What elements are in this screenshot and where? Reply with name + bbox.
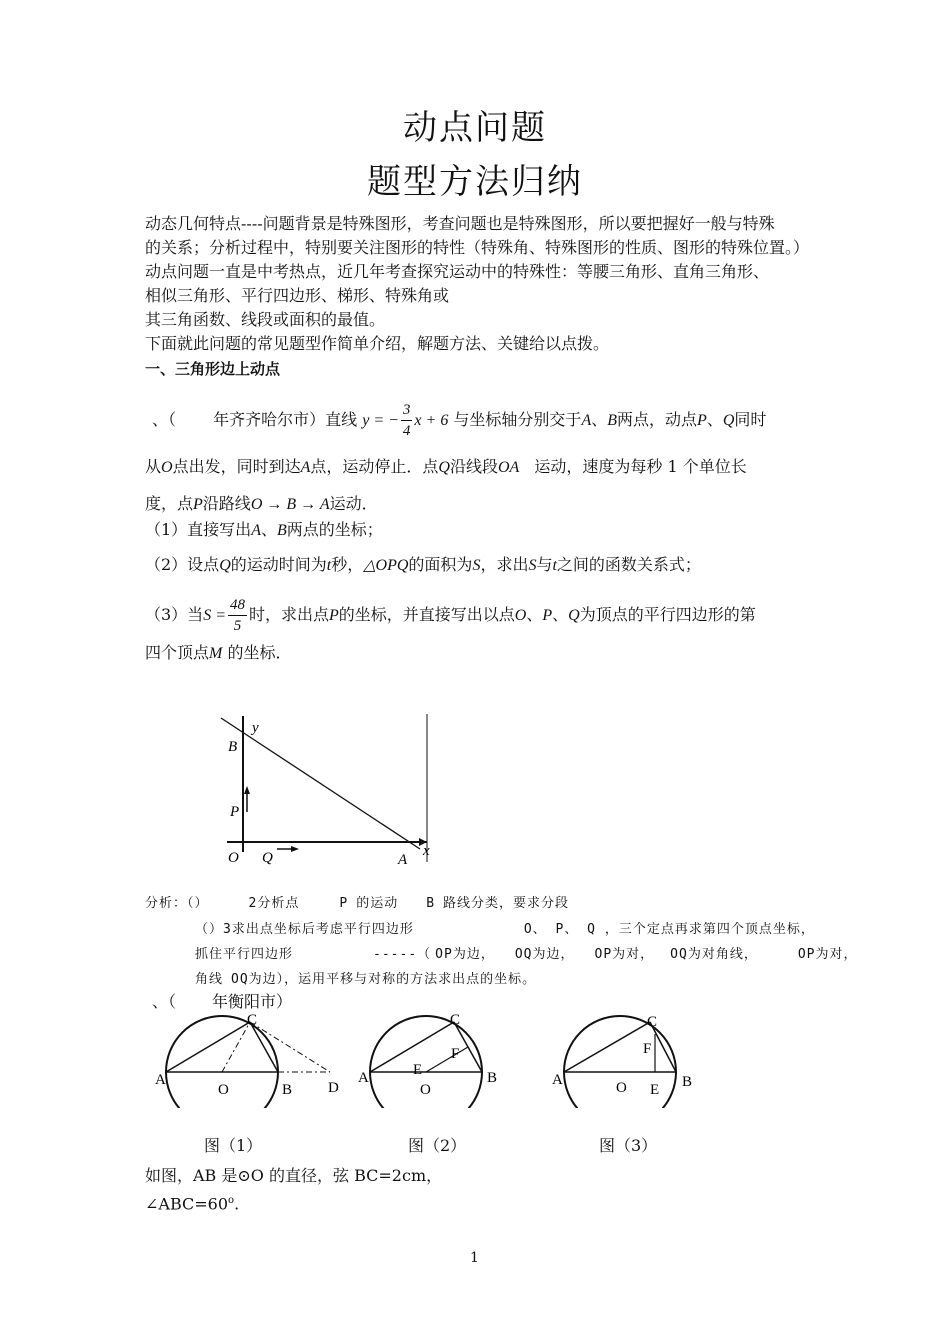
fraction-denominator: 4: [402, 423, 411, 439]
analysis-line-2: [195, 918, 815, 937]
circle-figures: [150, 1008, 860, 1108]
text: （2）设点: [145, 555, 220, 574]
intro-line-1: 动态几何特点----问题背景是特殊图形，考查问题也是特殊图形，所以要把握好一般与特殊: [145, 214, 775, 233]
separator: 、: [260, 520, 277, 539]
text: 为边，: [532, 947, 575, 962]
text: 分析：（）: [145, 896, 209, 911]
text: 运动，速度为每秒 1 个单位长: [534, 457, 747, 476]
text: 为顶点的平行四边形的第: [579, 605, 756, 624]
point-a: A: [251, 522, 261, 539]
intro-line-6: 下面就此问题的常见题型作简单介绍，解题方法、关键给以点拨。: [145, 334, 610, 353]
text: 为对，: [815, 947, 858, 962]
text: 的面积为: [408, 555, 473, 574]
text: 分析点: [257, 896, 300, 911]
text: 秒，: [331, 555, 364, 574]
label-b: B: [228, 739, 238, 755]
segment-ef: [426, 1047, 468, 1072]
separator: 、: [552, 605, 569, 624]
question-3-cont: [145, 641, 291, 666]
separator: 、: [706, 410, 723, 429]
text: 抓住平行四边形: [195, 947, 294, 962]
text: 沿路线: [202, 494, 251, 513]
text: （1）直接写出: [145, 520, 252, 539]
equation-lhs: y = −: [362, 412, 399, 429]
caption-figure-1: 图（1）: [204, 1136, 263, 1155]
page-title: 动点问题: [403, 108, 547, 148]
intro-line-4: 相似三角形、平行四边形、梯形、特殊角或: [145, 286, 450, 305]
text: 四个顶点: [145, 643, 210, 662]
text: 为对，: [612, 947, 655, 962]
text: 两点的坐标；: [286, 520, 383, 539]
chord-bc: [250, 1022, 278, 1072]
label-x: x: [423, 843, 430, 859]
text: 求出点坐标后考虑平行四边形: [231, 922, 414, 937]
s-equals: S =: [203, 607, 226, 624]
point-q: Q: [438, 459, 450, 476]
text: 为对角线，: [687, 947, 758, 962]
circle-figure-3: [552, 1014, 692, 1108]
triangle-opq: △OPQ: [363, 557, 409, 574]
point-o: O: [514, 607, 527, 624]
caption-figure-2: 图（2）: [408, 1136, 467, 1155]
label-o: O: [616, 1080, 627, 1096]
label-p: P: [230, 804, 240, 820]
text: P: [339, 896, 349, 911]
text: OQ: [514, 947, 533, 962]
label-b: B: [282, 1082, 293, 1098]
degree-sup: o: [228, 1195, 235, 1206]
line-cd: [250, 1022, 330, 1072]
page-number: 1: [470, 1250, 479, 1266]
text: 为边），运用平移与对称的方法求出点的坐标。: [248, 972, 537, 987]
question-1: [145, 518, 383, 543]
fraction-numerator: 3: [401, 402, 413, 421]
text: OP: [435, 947, 453, 962]
label-b: B: [487, 1070, 498, 1086]
question-3: [145, 597, 756, 634]
point-a: A: [581, 412, 592, 429]
problem1-text-b: 两点，动点: [617, 410, 698, 429]
text: 度，点: [145, 494, 194, 513]
problem1-source: 年齐齐哈尔市）直线: [213, 410, 358, 429]
point-q: Q: [219, 557, 231, 574]
text: O、 P、 Q ，三个定点再求第四个顶点坐标，: [523, 922, 815, 937]
text: 与: [536, 555, 553, 574]
point-m: M: [209, 645, 223, 662]
label-o: O: [420, 1082, 431, 1098]
point-p: P: [329, 607, 339, 624]
point-q: Q: [722, 412, 735, 429]
q-arrow-head: [291, 846, 299, 852]
var-t: t: [552, 557, 557, 574]
label-a: A: [398, 852, 408, 868]
point-b: B: [607, 412, 618, 429]
segment-oa: OA: [497, 459, 520, 476]
text: 时，求出点: [248, 605, 329, 624]
point-p: P: [697, 412, 707, 429]
text: 沿线段: [449, 457, 498, 476]
text: 2: [248, 896, 258, 911]
label-a: A: [358, 1070, 369, 1086]
point-b: B: [276, 522, 287, 539]
chord-ac: [166, 1022, 250, 1072]
problem1-line2: [145, 455, 747, 480]
point-p: P: [193, 496, 203, 513]
text: 的运动时间为: [230, 555, 327, 574]
label-e: E: [413, 1062, 423, 1078]
text: 为边，: [452, 947, 495, 962]
text: （3）当: [145, 605, 204, 624]
text: 的运动: [356, 896, 399, 911]
problem1-line3: [145, 492, 378, 517]
text: 的坐标，并直接写出以点: [338, 605, 515, 624]
var-s: S: [528, 557, 537, 574]
label-a: A: [155, 1072, 166, 1088]
analysis-line-4: [195, 968, 536, 987]
text: B: [426, 896, 436, 911]
label-o: O: [218, 1082, 229, 1098]
label-c: C: [247, 1012, 258, 1028]
problem1-text-a: 与坐标轴分别交于: [453, 410, 582, 429]
label-f: F: [643, 1041, 652, 1057]
text: -----（: [373, 947, 432, 962]
problem2-text-2: [145, 1189, 239, 1216]
text: ，求出: [480, 555, 529, 574]
text: 3: [223, 922, 232, 937]
problem1-prefix: 、（: [152, 410, 177, 429]
label-b: B: [682, 1074, 693, 1090]
text: 路线分类，要求分段: [443, 896, 570, 911]
var-s: S: [472, 557, 481, 574]
label-y: y: [252, 720, 259, 736]
problem1-line1: [152, 402, 766, 439]
point-p: P: [542, 607, 553, 624]
point-o: O: [161, 459, 173, 476]
intro-line-3: 动点问题一直是中考热点，近几年考查探究运动中的特殊性：等腰三角形、直角三角形、: [145, 262, 770, 281]
text: ∠ABC=60: [145, 1194, 229, 1214]
point-a: A: [300, 459, 311, 476]
text: OP: [594, 947, 613, 962]
circle-figure-2: [358, 1012, 497, 1108]
text: 点，运动停止．点: [310, 457, 439, 476]
problem1-text-c: 同时: [734, 410, 767, 429]
caption-figure-3: 图（3）: [599, 1136, 658, 1155]
label-d: D: [328, 1080, 339, 1096]
point-q: Q: [568, 607, 580, 624]
text: 点出发，同时到达: [172, 457, 301, 476]
intro-line-2: 的关系；分析过程中，特别要关注图形的特性（特殊角、特殊图形的性质、图形的特殊位置。）: [145, 238, 810, 257]
intro-line-5: 其三角函数、线段或面积的最值。: [145, 310, 386, 329]
p-arrow-head: [244, 786, 250, 794]
chord-ac: [370, 1022, 454, 1072]
text: 运动．: [329, 494, 378, 513]
text: 、（: [152, 992, 177, 1011]
text: .: [234, 1194, 240, 1214]
text: 年衡阳市）: [212, 992, 293, 1011]
separator: 、: [591, 410, 608, 429]
fraction-denominator: 5: [233, 618, 242, 634]
text: 角线: [195, 972, 224, 987]
label-c: C: [647, 1014, 658, 1030]
text: （）: [195, 922, 224, 937]
analysis-line-1: [145, 892, 569, 911]
text: 之间的函数关系式；: [556, 555, 701, 574]
label-o: O: [228, 850, 239, 866]
label-a: A: [552, 1072, 563, 1088]
circle-figure-1: [155, 1012, 339, 1108]
page-subtitle: 题型方法归纳: [367, 162, 583, 202]
var-t: t: [326, 557, 332, 574]
line-ab: [221, 718, 420, 849]
coordinate-figure: [215, 712, 445, 872]
fraction-numerator: 48: [228, 597, 247, 616]
chord-ac: [564, 1022, 650, 1072]
equation-rhs: x + 6: [414, 412, 449, 429]
question-2: [145, 553, 701, 578]
text: OQ: [231, 972, 249, 987]
label-c: C: [450, 1012, 461, 1028]
text: OQ: [670, 947, 688, 962]
text: 从: [145, 457, 162, 476]
label-q: Q: [262, 850, 273, 866]
section-heading: 一、三角形边上动点: [145, 360, 281, 378]
equation-fraction: [401, 402, 413, 439]
text: 的坐标．: [227, 643, 292, 662]
fraction-48-5: [228, 597, 247, 634]
label-f: F: [451, 1046, 460, 1062]
analysis-line-3: [195, 943, 858, 962]
route: O → B → A: [250, 496, 330, 513]
text: OP: [797, 947, 816, 962]
separator: 、: [526, 605, 543, 624]
problem2-text-1: 如图，AB 是⊙O 的直径，弦 BC=2cm，: [145, 1166, 443, 1185]
label-e: E: [650, 1082, 660, 1098]
